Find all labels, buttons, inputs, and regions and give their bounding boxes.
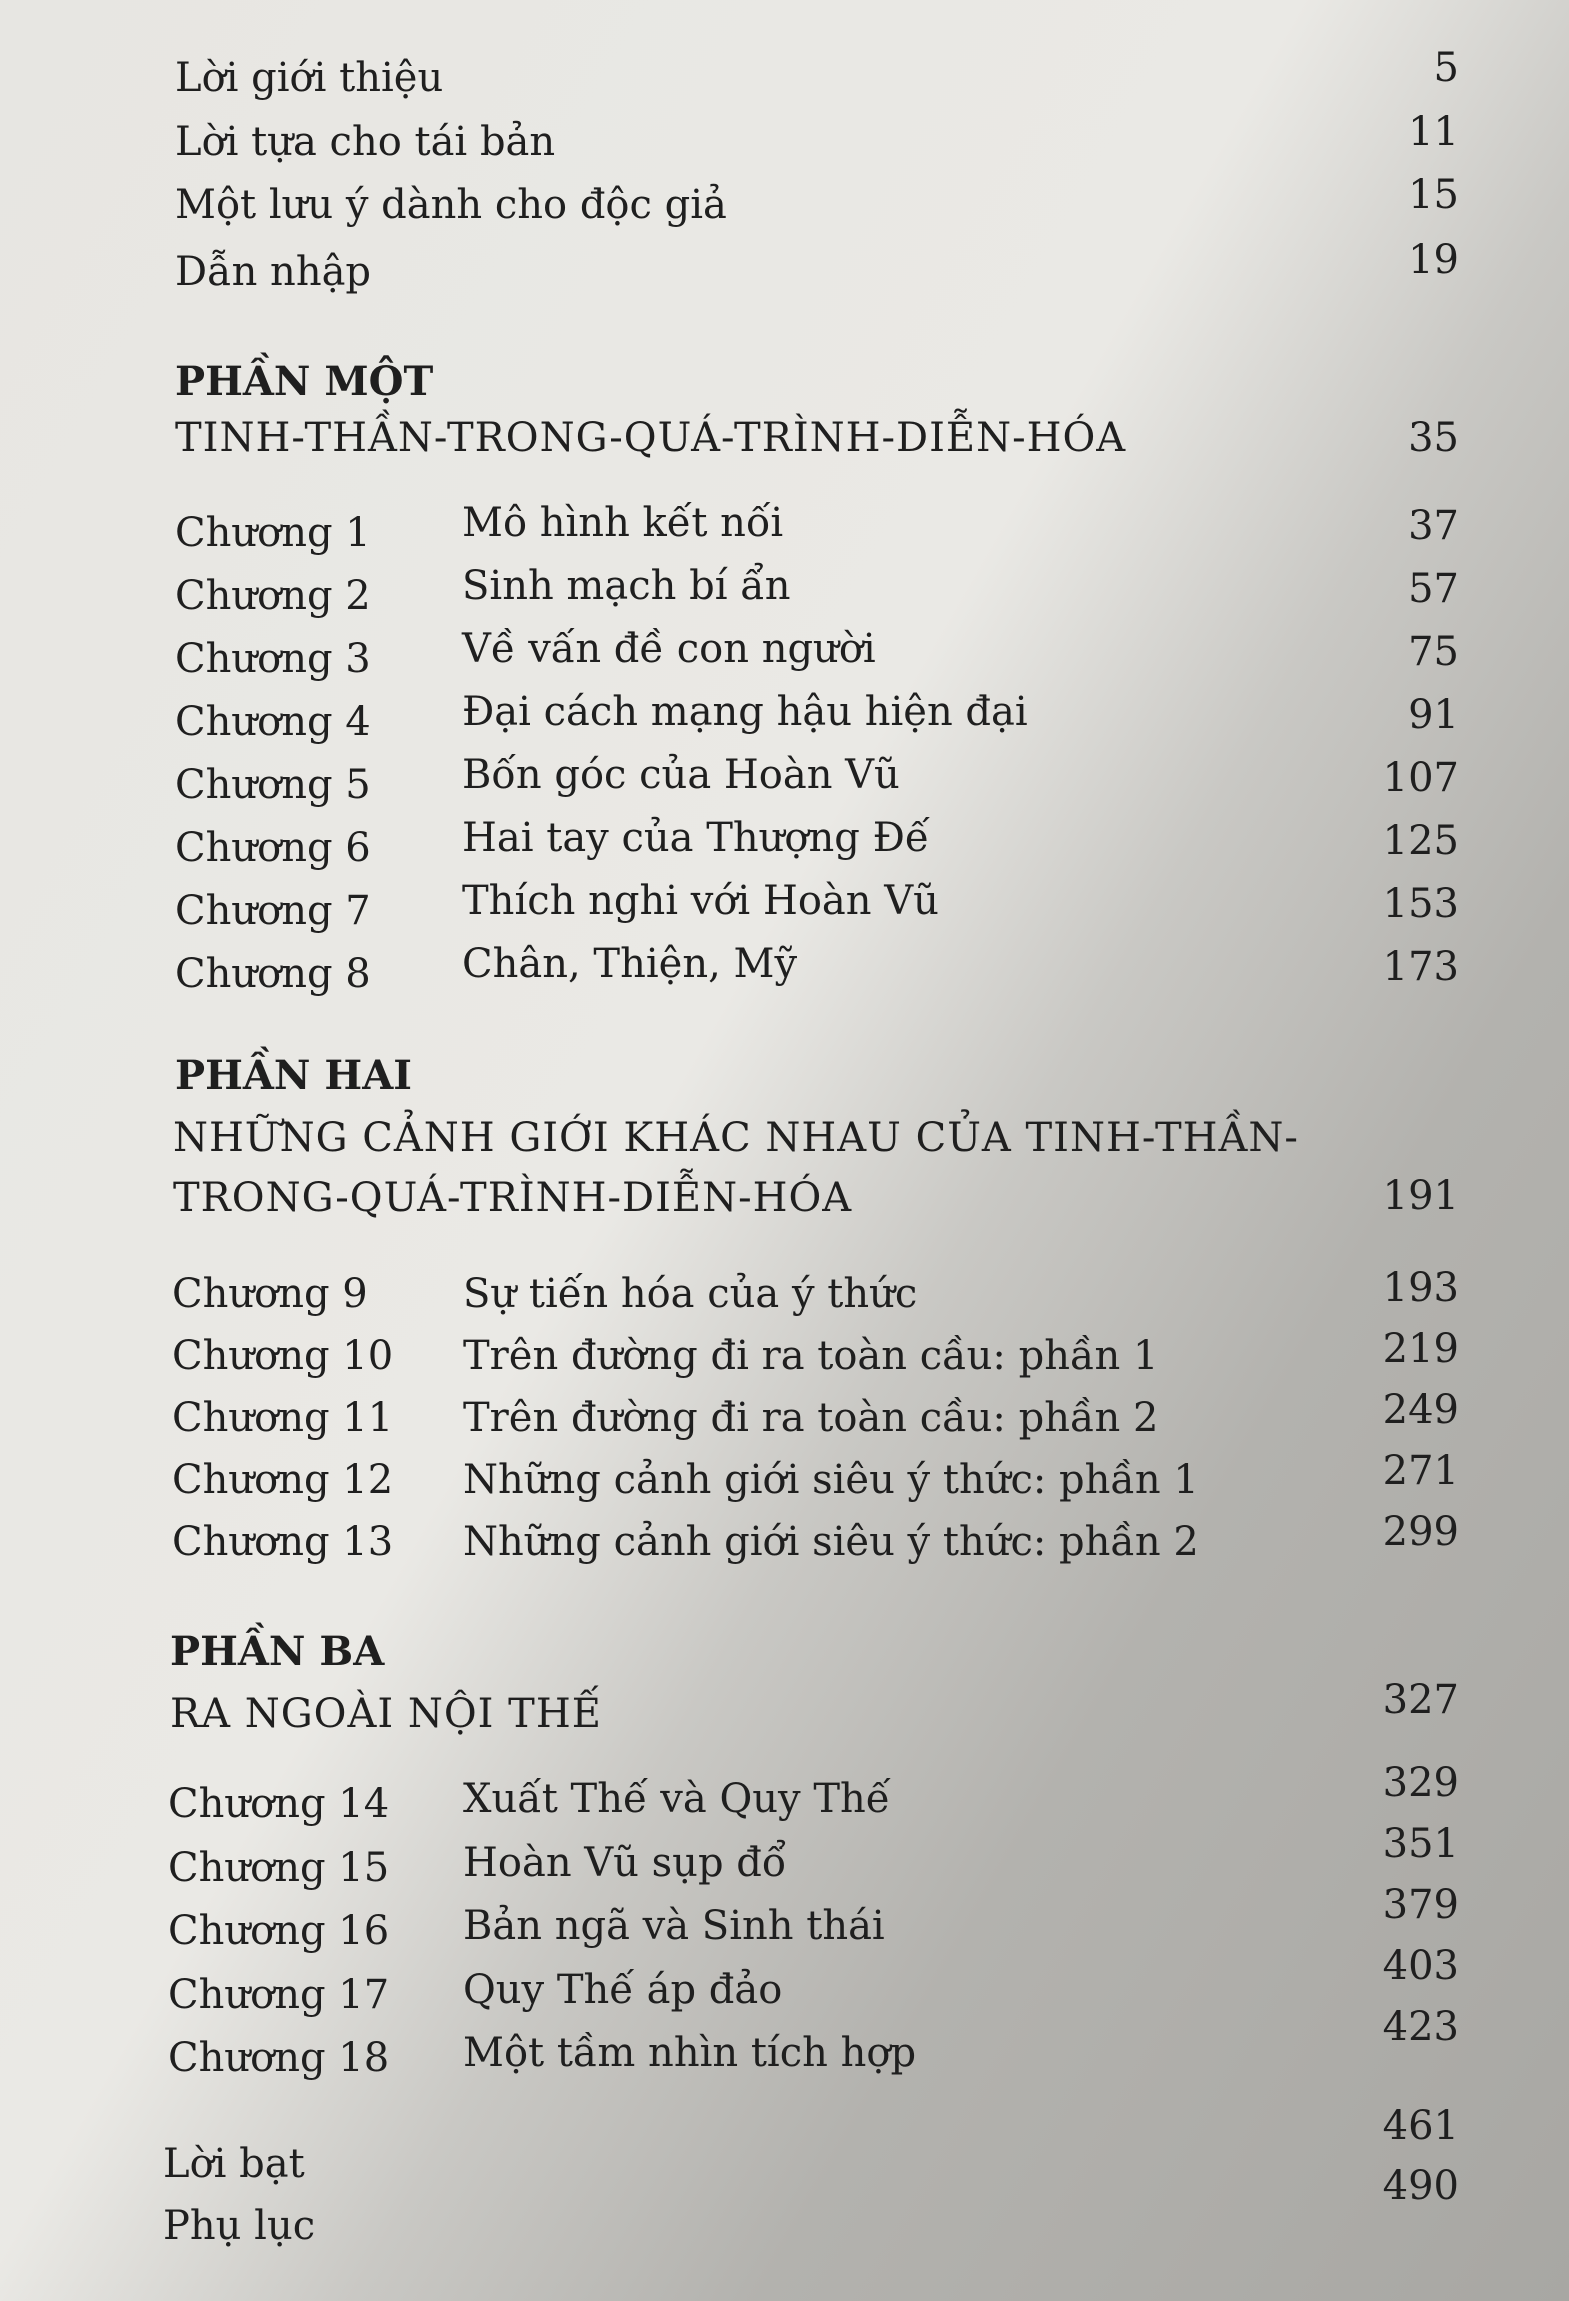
chapter-label: Chương 18	[168, 2035, 390, 2081]
front-matter-page: 15	[1408, 172, 1459, 218]
part-page: 327	[1382, 1677, 1459, 1723]
chapter-title: Thích nghi với Hoàn Vũ	[462, 878, 939, 924]
chapter-page: 403	[1382, 1943, 1459, 1989]
back-matter-page: 461	[1382, 2103, 1459, 2149]
chapter-title: Đại cách mạng hậu hiện đại	[462, 689, 1028, 735]
chapter-page: 173	[1382, 944, 1459, 990]
front-matter-page: 5	[1433, 45, 1459, 91]
chapter-page: 249	[1382, 1387, 1459, 1433]
chapter-page: 125	[1382, 818, 1459, 864]
chapter-label: Chương 16	[168, 1908, 390, 1954]
chapter-page: 329	[1382, 1760, 1459, 1806]
chapter-page: 351	[1382, 1821, 1459, 1867]
chapter-title: Xuất Thế và Quy Thế	[463, 1776, 891, 1822]
chapter-title: Mô hình kết nối	[462, 500, 784, 546]
chapter-label: Chương 1	[175, 510, 371, 556]
chapter-label: Chương 10	[172, 1333, 394, 1379]
chapter-label: Chương 4	[175, 699, 371, 745]
chapter-label: Chương 8	[175, 951, 371, 997]
front-matter-page: 11	[1408, 109, 1459, 155]
part-heading: PHẦN BA	[170, 1628, 385, 1675]
part-title: NHỮNG CẢNH GIỚI KHÁC NHAU CỦA TINH-THẦN-	[173, 1115, 1299, 1161]
chapter-title: Hai tay của Thượng Đế	[462, 815, 930, 861]
chapter-page: 153	[1382, 881, 1459, 927]
chapter-page: 299	[1382, 1509, 1459, 1555]
front-matter-label: Lời tựa cho tái bản	[175, 119, 556, 165]
part-title: TINH-THẦN-TRONG-QUÁ-TRÌNH-DIỄN-HÓA	[175, 415, 1127, 461]
part-page: 191	[1382, 1173, 1459, 1219]
part-title: TRONG-QUÁ-TRÌNH-DIỄN-HÓA	[173, 1175, 853, 1221]
chapter-title: Quy Thế áp đảo	[463, 1967, 783, 2013]
part-page: 35	[1408, 415, 1459, 461]
chapter-title: Sự tiến hóa của ý thức	[463, 1271, 918, 1317]
chapter-page: 219	[1382, 1326, 1459, 1372]
chapter-label: Chương 3	[175, 636, 371, 682]
chapter-page: 423	[1382, 2004, 1459, 2050]
chapter-title: Những cảnh giới siêu ý thức: phần 2	[463, 1519, 1199, 1565]
chapter-title: Những cảnh giới siêu ý thức: phần 1	[463, 1457, 1199, 1503]
chapter-title: Trên đường đi ra toàn cầu: phần 2	[463, 1395, 1159, 1441]
back-matter-label: Lời bạt	[163, 2141, 305, 2187]
chapter-page: 193	[1382, 1265, 1459, 1311]
chapter-title: Chân, Thiện, Mỹ	[462, 941, 798, 987]
chapter-label: Chương 6	[175, 825, 371, 871]
chapter-label: Chương 12	[172, 1457, 394, 1503]
chapter-title: Sinh mạch bí ẩn	[462, 563, 791, 609]
front-matter-label: Dẫn nhập	[175, 249, 372, 295]
chapter-page: 57	[1408, 566, 1459, 612]
front-matter-label: Lời giới thiệu	[175, 55, 444, 101]
chapter-title: Về vấn đề con người	[462, 626, 876, 672]
chapter-label: Chương 15	[168, 1845, 390, 1891]
chapter-page: 379	[1382, 1882, 1459, 1928]
part-heading: PHẦN MỘT	[175, 358, 434, 405]
chapter-page: 271	[1382, 1448, 1459, 1494]
chapter-title: Bản ngã và Sinh thái	[463, 1903, 885, 1949]
chapter-page: 37	[1408, 503, 1459, 549]
front-matter-label: Một lưu ý dành cho độc giả	[175, 182, 727, 228]
chapter-page: 75	[1408, 629, 1459, 675]
chapter-label: Chương 17	[168, 1972, 390, 2018]
chapter-page: 107	[1382, 755, 1459, 801]
back-matter-page: 490	[1382, 2163, 1459, 2209]
chapter-label: Chương 2	[175, 573, 371, 619]
back-matter-label: Phụ lục	[163, 2203, 316, 2249]
chapter-title: Một tầm nhìn tích hợp	[463, 2030, 917, 2076]
chapter-label: Chương 11	[172, 1395, 394, 1441]
chapter-label: Chương 9	[172, 1271, 368, 1317]
chapter-page: 91	[1408, 692, 1459, 738]
chapter-label: Chương 13	[172, 1519, 394, 1565]
chapter-label: Chương 14	[168, 1781, 390, 1827]
front-matter-page: 19	[1408, 237, 1459, 283]
part-heading: PHẦN HAI	[175, 1052, 412, 1099]
chapter-title: Bốn góc của Hoàn Vũ	[462, 752, 900, 798]
chapter-title: Hoàn Vũ sụp đổ	[463, 1840, 787, 1886]
chapter-label: Chương 7	[175, 888, 371, 934]
part-title: RA NGOÀI NỘI THẾ	[170, 1691, 602, 1737]
chapter-label: Chương 5	[175, 762, 371, 808]
chapter-title: Trên đường đi ra toàn cầu: phần 1	[463, 1333, 1159, 1379]
